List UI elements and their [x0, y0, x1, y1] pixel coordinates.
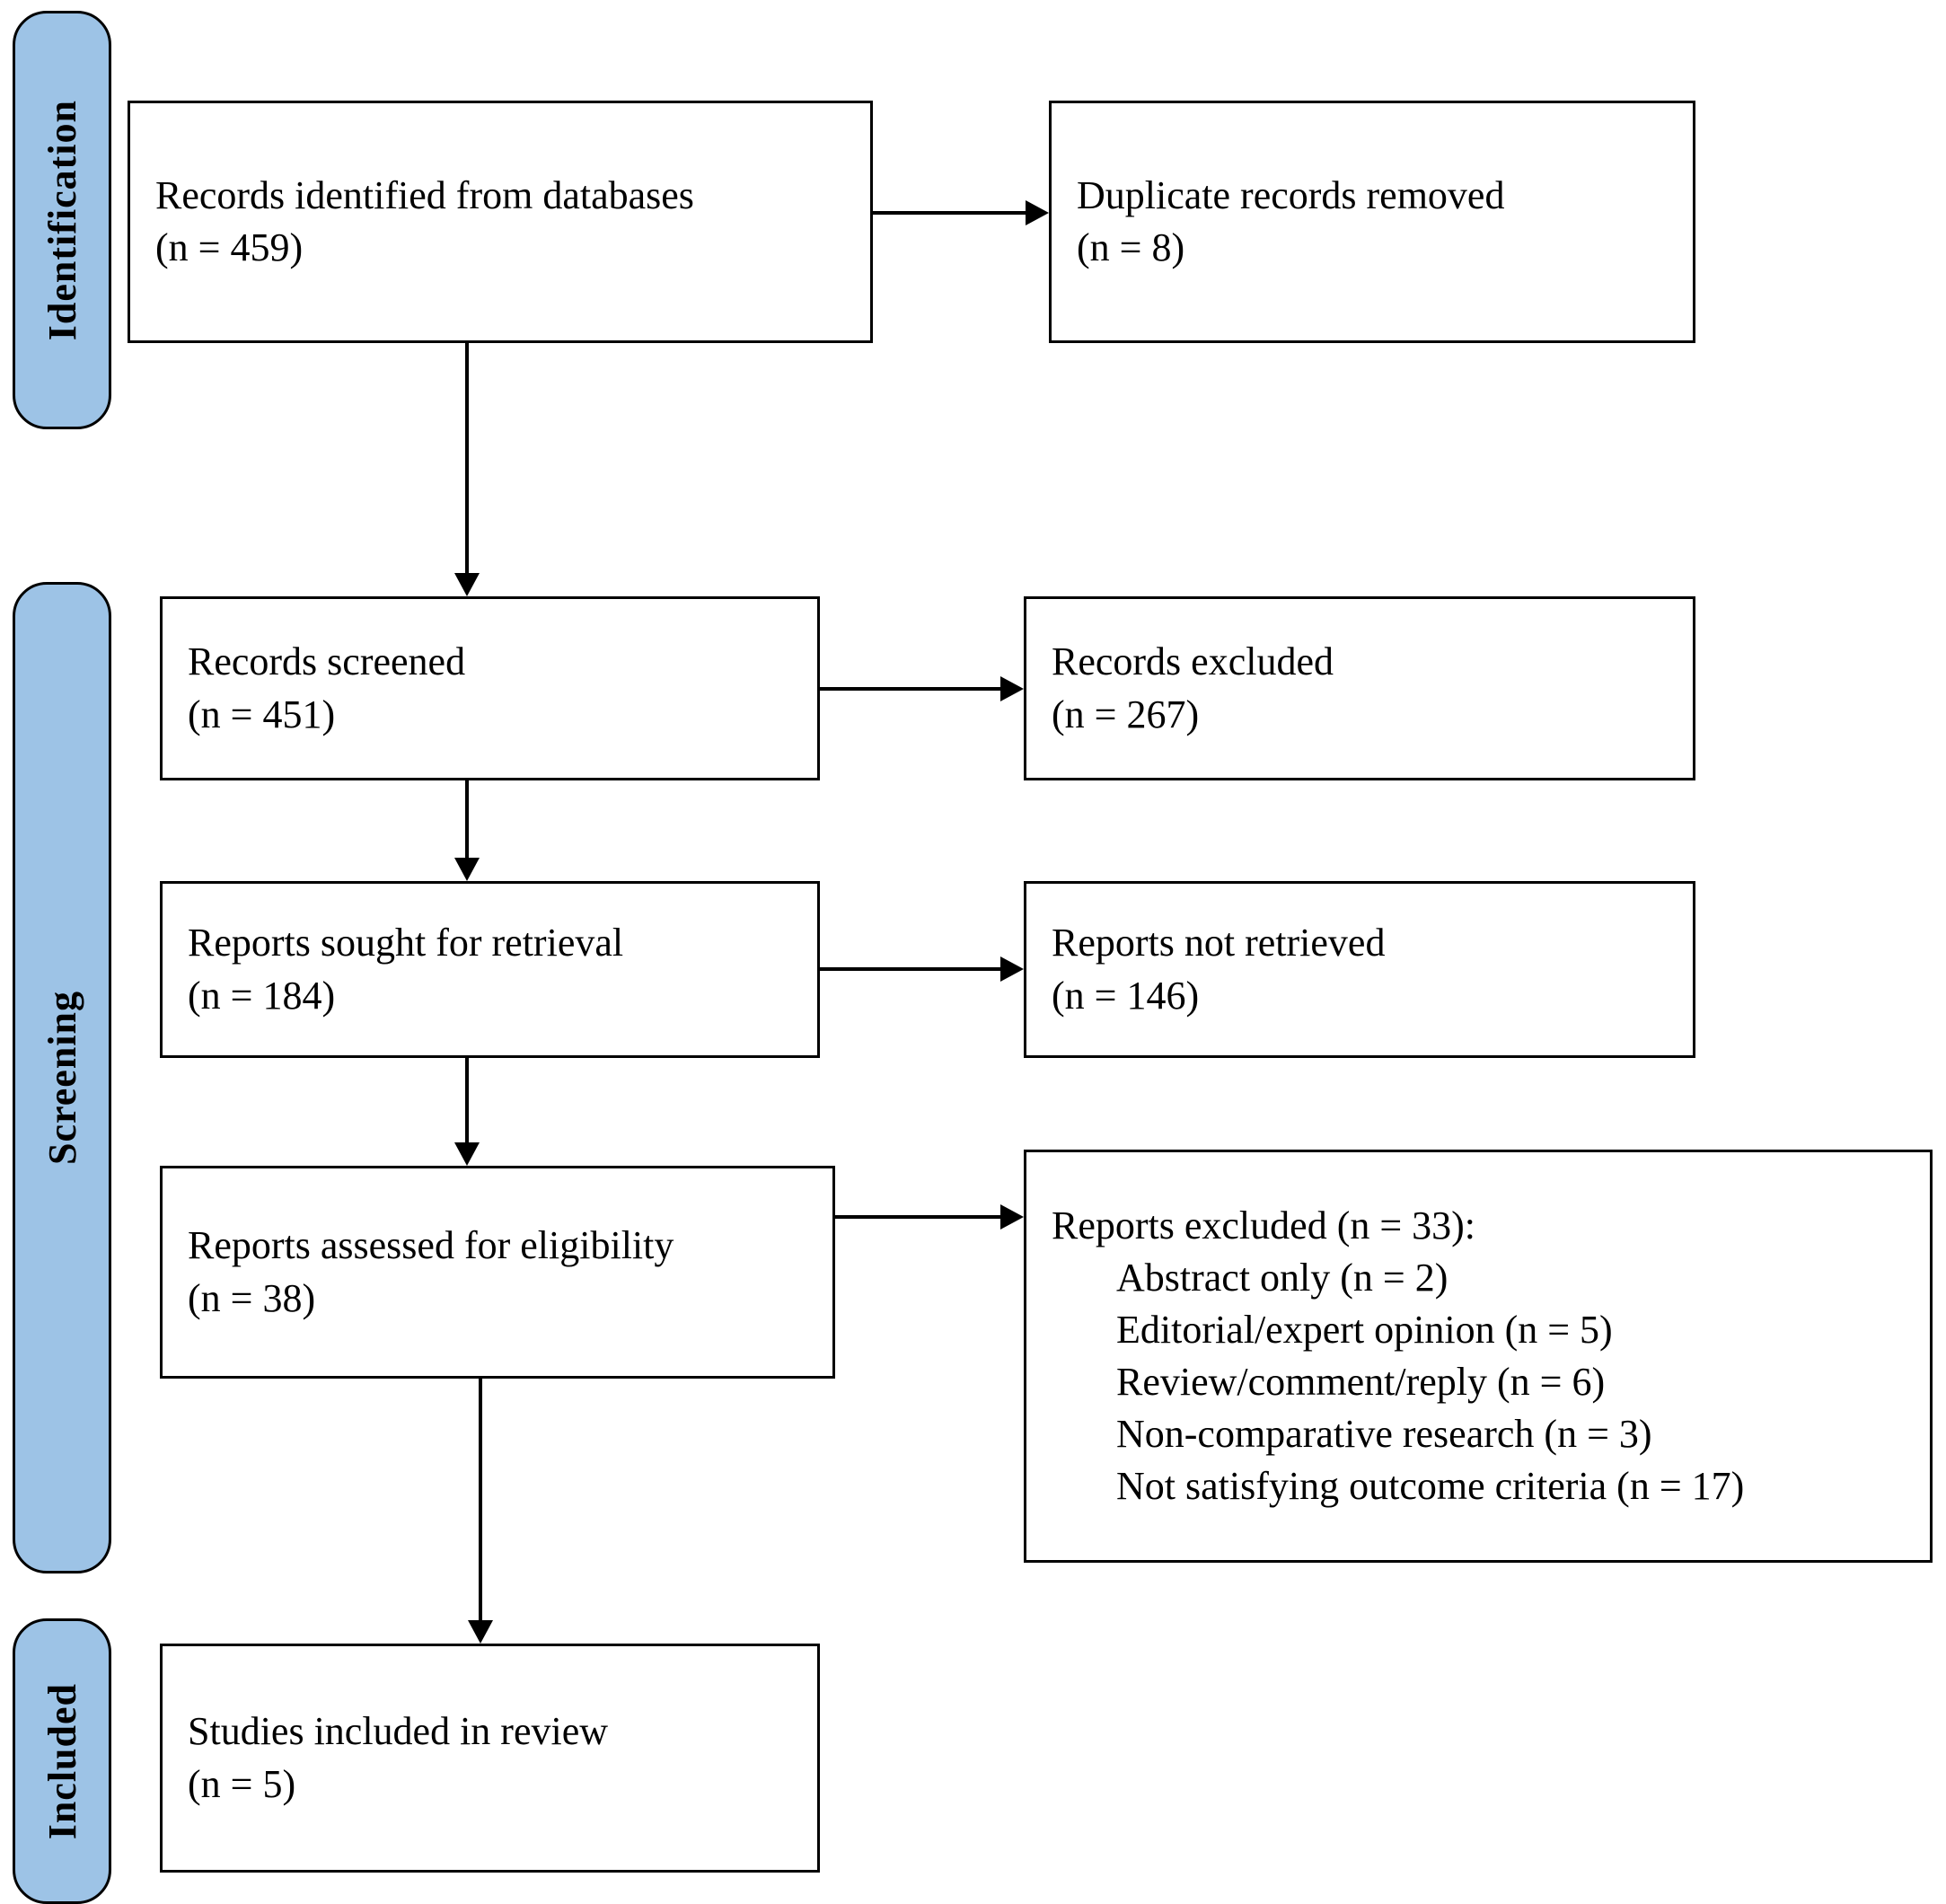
- box-reports-assessed: [160, 1166, 835, 1379]
- box-reports-excluded: [1024, 1150, 1933, 1563]
- box-line: (n = 459): [155, 225, 304, 269]
- arrow-screened-to-sought: [453, 780, 480, 881]
- phase-bar-included: [13, 1618, 111, 1904]
- arrow-identified-to-duplicates: [873, 199, 1049, 226]
- box-line: (n = 146): [1052, 973, 1200, 1018]
- arrow-sought-to-not-retrieved: [820, 956, 1024, 983]
- phase-label-included: Included: [40, 1682, 84, 1840]
- box-line: Records identified from databases: [155, 172, 694, 217]
- box-duplicates-removed: [1049, 101, 1695, 343]
- phase-label-screening: Screening: [40, 991, 84, 1165]
- box-line: Records excluded: [1052, 639, 1334, 684]
- phase-bar-screening: [13, 582, 111, 1573]
- arrow-sought-to-assessed: [453, 1058, 480, 1166]
- box-line: Abstract only (n = 2): [1116, 1255, 1448, 1300]
- box-records-screened: [160, 596, 820, 780]
- box-line: Not satisfying outcome criteria (n = 17): [1116, 1464, 1745, 1509]
- box-line: (n = 5): [188, 1761, 296, 1806]
- arrow-assessed-to-included: [467, 1379, 494, 1644]
- box-line: Records screened: [188, 639, 466, 684]
- box-line: (n = 8): [1077, 225, 1185, 269]
- arrow-assessed-to-excluded: [835, 1203, 1024, 1230]
- box-line: (n = 184): [188, 973, 336, 1018]
- box-line: (n = 38): [188, 1275, 316, 1320]
- box-line: (n = 451): [188, 692, 336, 736]
- box-records-identified: [128, 101, 873, 343]
- box-line: Non-comparative research (n = 3): [1116, 1412, 1652, 1457]
- arrow-screened-to-excluded: [820, 675, 1024, 702]
- phase-bar-identification: [13, 11, 111, 429]
- box-studies-included: [160, 1644, 820, 1873]
- arrow-identified-to-screened: [453, 343, 480, 596]
- box-line: Duplicate records removed: [1077, 172, 1505, 217]
- box-line: (n = 267): [1052, 692, 1200, 736]
- box-reports-sought: [160, 881, 820, 1058]
- box-reports-not-retrieved: [1024, 881, 1695, 1058]
- box-records-excluded: [1024, 596, 1695, 780]
- box-line: Reports assessed for eligibility: [188, 1223, 674, 1268]
- box-line: Review/comment/reply (n = 6): [1116, 1360, 1606, 1404]
- box-line: Editorial/expert opinion (n = 5): [1116, 1307, 1613, 1352]
- box-line: Reports not retrieved: [1052, 921, 1386, 965]
- box-line: Reports sought for retrieval: [188, 921, 624, 965]
- box-line: Studies included in review: [188, 1709, 609, 1754]
- box-line: Reports excluded (n = 33):: [1052, 1203, 1476, 1247]
- phase-label-identification: Identification: [40, 99, 84, 341]
